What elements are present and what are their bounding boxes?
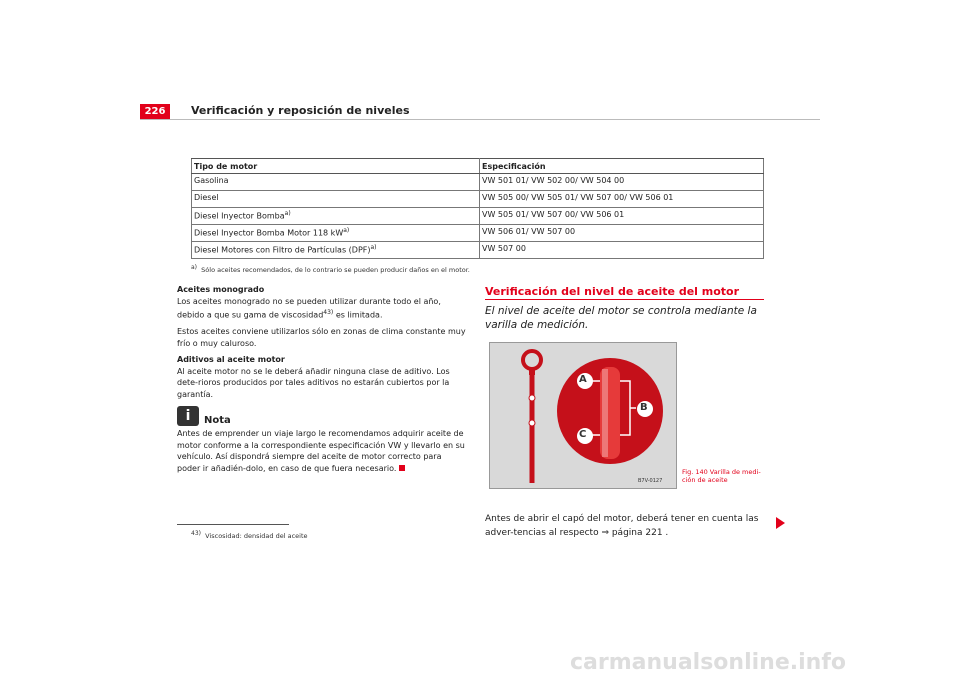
label-a: A: [579, 374, 587, 385]
table-row: Gasolina VW 501 01/ VW 502 00/ VW 504 00: [192, 174, 764, 191]
continue-arrow-icon: [776, 517, 785, 529]
dipstick-illustration: [490, 343, 676, 488]
figure-caption: Fig. 140 Varilla de medi-ción de aceite: [682, 468, 761, 484]
table-header-engine: Tipo de motor: [192, 159, 480, 174]
label-c: C: [579, 429, 587, 440]
paragraph-monogrado: Los aceites monogrado no se pueden utilizar durante todo el año, debido a que su gama de viscosidad$^{43)}$ es limitada.: [177, 296, 441, 320]
heading-monogrado: Aceites monogrado: [177, 285, 265, 294]
dipstick-figure: [489, 342, 677, 489]
paragraph-climate: Estos aceites conviene utilizarlos sólo en zonas de clima constante muy frío o muy caluroso.: [177, 327, 466, 348]
footnote-viscosity: $^{43)}$ Viscosidad: densidad del aceite: [191, 530, 308, 541]
note-text: Antes de emprender un viaje largo le recomendamos adquirir aceite de motor conforme a la correspondiente especificación VW y llevarlo en su vehículo. Así dispondrá siempre del aceite de motor correcto para poder ir añadién-dolo, en caso de que fuera necesario.: [177, 429, 465, 473]
left-column: [177, 284, 467, 479]
figure-code: B7V-0127: [638, 478, 663, 484]
end-of-section-icon: [399, 465, 405, 471]
page-header-title: Verificación y reposición de niveles: [191, 104, 410, 117]
table-footnote: $^{a)}$ Sólo aceites recomendados, de lo contrario se pueden producir daños en el motor.: [191, 264, 470, 275]
section-title: Verificación del nivel de aceite del motor: [485, 285, 740, 298]
oil-spec-table: [191, 158, 764, 259]
header-divider: [140, 119, 820, 120]
table-header-spec: Especificación: [480, 159, 764, 174]
footnote-divider: [177, 524, 289, 525]
table-row: Diesel Motores con Filtro de Partículas (DPF)$^{a)}$ VW 507 00: [192, 242, 764, 259]
section-divider: [485, 299, 764, 300]
table-row: Diesel Inyector Bomba Motor 118 $kW^{a)}$ VW 506 01/ VW 507 00: [192, 225, 764, 242]
section-subtitle: El nivel de aceite del motor se controla mediante la varilla de medición.: [485, 305, 757, 331]
label-b: B: [640, 402, 648, 413]
note-icon: i: [177, 406, 199, 426]
heading-aditivos: Aditivos al aceite motor: [177, 355, 285, 365]
table-row: Diesel Inyector Bomba$^{a)}$ VW 505 01/ VW 507 00/ VW 506 01: [192, 208, 764, 225]
paragraph-hood-warning: Antes de abrir el capó del motor, deberá tener en cuenta las adver-tencias al respecto ⇒ página 221 .: [485, 514, 759, 538]
paragraph-aditivos: Al aceite motor no se le deberá añadir ninguna clase de aditivo. Los dete-rioros producidos por tales aditivos no estarán cubiertos por la garantía.: [177, 366, 450, 399]
watermark: carmanualsonline.info: [570, 650, 846, 675]
table-row: Diesel VW 505 00/ VW 505 01/ VW 507 00/ VW 506 01: [192, 191, 764, 208]
note-heading: i Nota: [177, 406, 467, 426]
page-number: 226: [140, 104, 170, 119]
